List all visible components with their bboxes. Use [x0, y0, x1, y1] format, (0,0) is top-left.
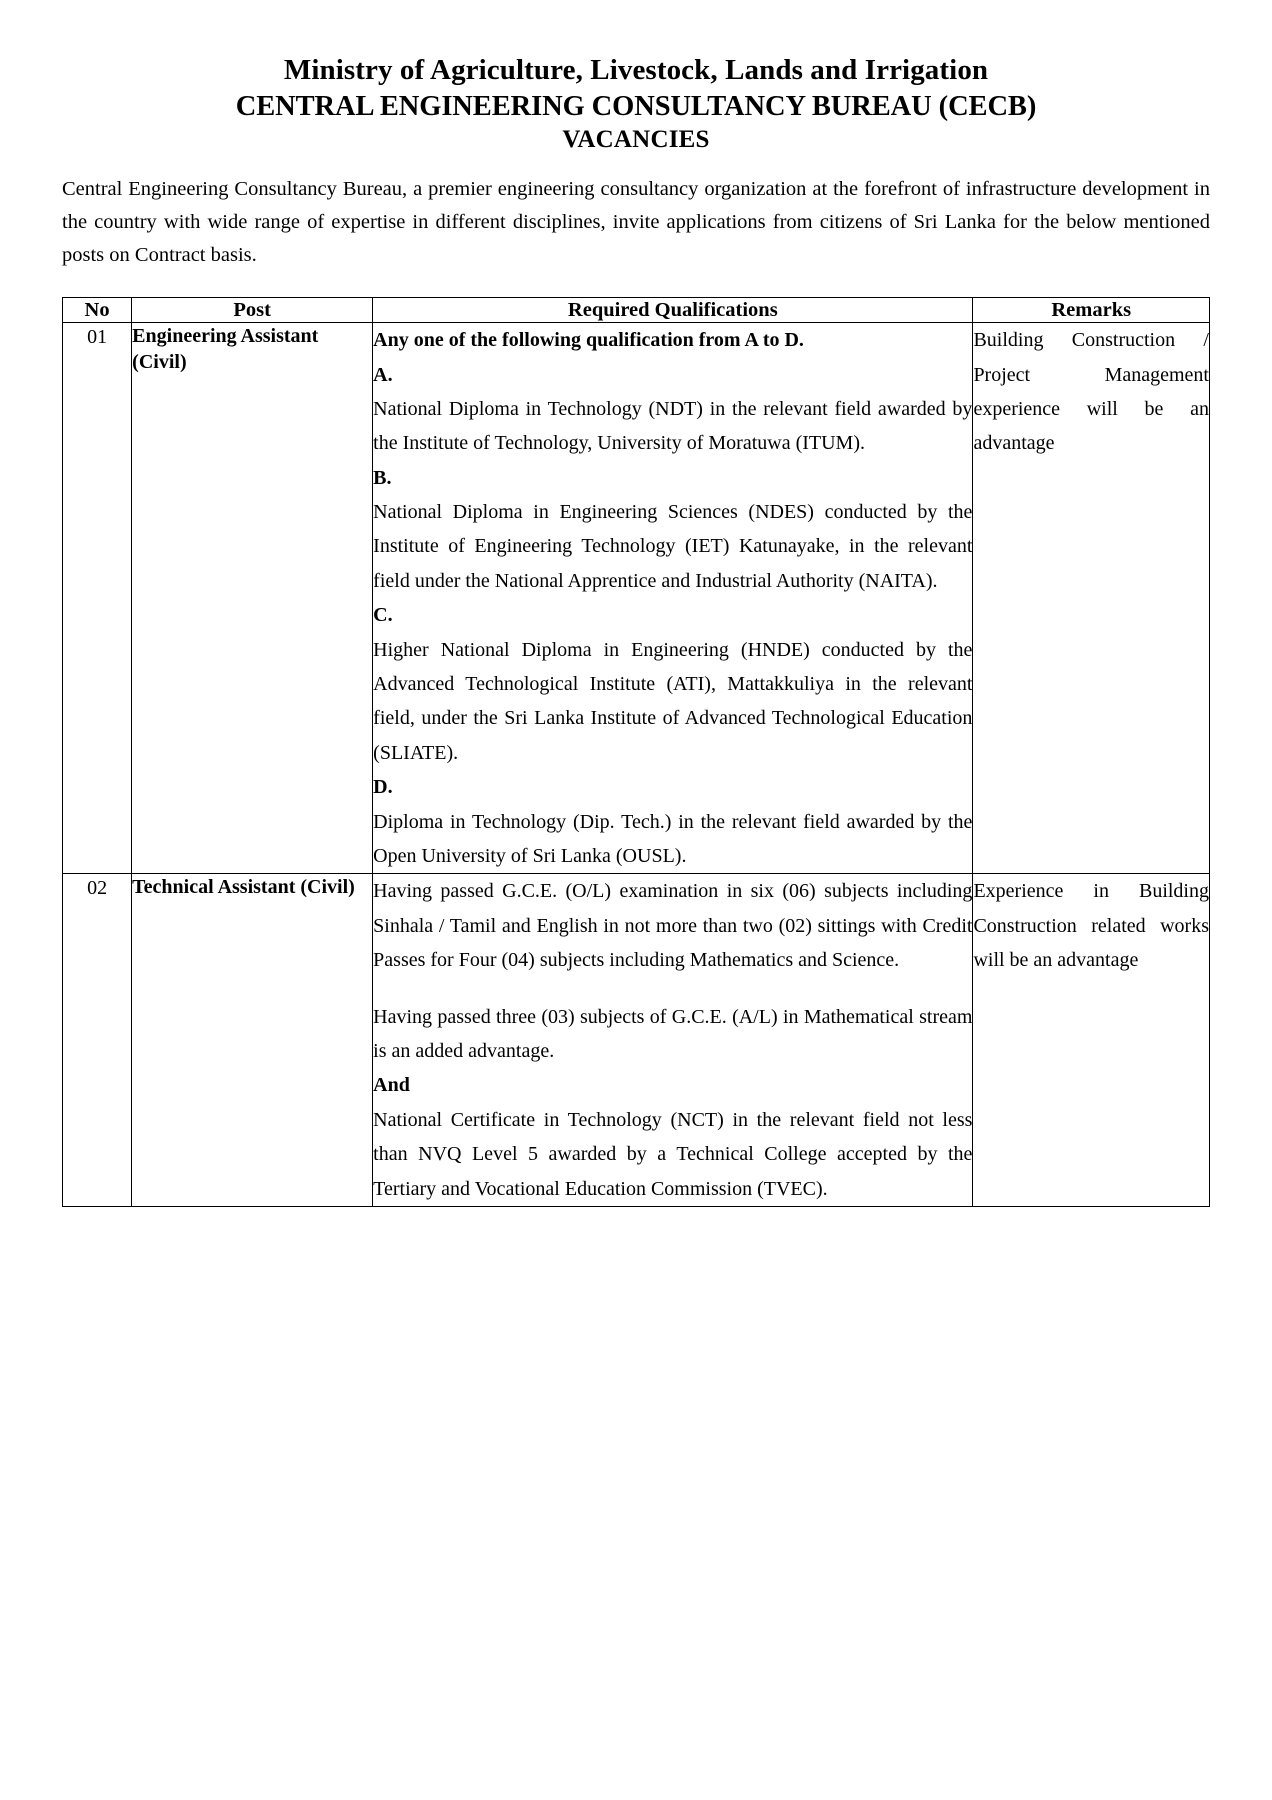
qualification-text-a: National Diploma in Technology (NDT) in the relevant field awarded by the Institute of Technology, University of Moratuwa (ITUM).: [373, 397, 973, 455]
table-body: [63, 323, 1210, 1207]
qualification-text-b: National Diploma in Engineering Sciences (NDES) conducted by the Institute of Engineering Technology (IET) Katunayake, in the relevant field under the National Apprentice and Industrial Authority (NAITA).: [373, 501, 973, 592]
organization-title: CENTRAL ENGINEERING CONSULTANCY BUREAU (CECB): [235, 91, 1037, 123]
column-header-post: Post: [132, 297, 373, 323]
column-header-qualifications: Required Qualifications: [373, 297, 973, 323]
qualification-paragraph-1: Having passed G.C.E. (O/L) examination in six (06) subjects including Sinhala / Tamil and English in not more than two (02) sittings with Credit Passes for Four (04) subjects including Mathematics and Science.: [373, 880, 973, 972]
row-number: 02: [63, 874, 132, 1207]
qualification-paragraph-3: National Certificate in Technology (NCT) in the relevant field not less than NVQ Level 5 awarded by a Technical College accepted by the Tertiary and Vocational Education Commission (TVEC).: [373, 1108, 973, 1200]
paragraph-spacer: [373, 978, 972, 1000]
qualification-text-d: Diploma in Technology (Dip. Tech.) in the relevant field awarded by the Open University of Sri Lanka (OUSL).: [373, 810, 973, 867]
qualification-letter-c: C.: [373, 604, 393, 627]
qualifications-lead: Any one of the following qualification from A to D.: [373, 329, 804, 352]
qualification-connector: And: [373, 1074, 410, 1097]
column-header-no: No: [63, 297, 132, 323]
document-heading: [62, 52, 1210, 157]
qualification-paragraph-2: Having passed three (03) subjects of G.C.E. (A/L) in Mathematical stream is an added advantage.: [373, 1005, 973, 1062]
qualifications-cell: [373, 874, 973, 1207]
row-number: 01: [63, 323, 132, 874]
table-header: [63, 297, 1210, 323]
qualification-letter-a: A.: [373, 363, 393, 386]
post-title: Technical Assistant (Civil): [132, 874, 373, 1207]
qualification-text-c: Higher National Diploma in Engineering (HNDE) conducted by the Advanced Technological Institute (ATI), Mattakkuliya in the relevant field, under the Sri Lanka Institute of Advanced Technological Education (SLIATE).: [373, 638, 973, 764]
qualification-letter-b: B.: [373, 466, 392, 489]
table-header-row: [63, 297, 1210, 323]
intro-paragraph: Central Engineering Consultancy Bureau, a premier engineering consultancy organization at the forefront of infrastructure development in the country with wide range of expertise in different disciplines, invite applications from citizens of Sri Lanka for the below mentioned posts on Contract basis.: [62, 177, 1210, 267]
subject-title: VACANCIES: [562, 126, 710, 154]
remarks-cell: Building Construction / Project Management experience will be an advantage: [973, 323, 1210, 874]
remarks-cell: Experience in Building Construction related works will be an advantage: [973, 874, 1210, 1207]
table-row: [63, 874, 1210, 1207]
qualifications-cell: [373, 323, 973, 874]
post-title: Engineering Assistant (Civil): [132, 323, 373, 874]
vacancies-table: [62, 297, 1210, 1207]
column-header-remarks: Remarks: [973, 297, 1210, 323]
table-row: [63, 323, 1210, 874]
ministry-title: Ministry of Agriculture, Livestock, Lands and Irrigation: [283, 54, 989, 86]
qualification-letter-d: D.: [373, 776, 393, 799]
